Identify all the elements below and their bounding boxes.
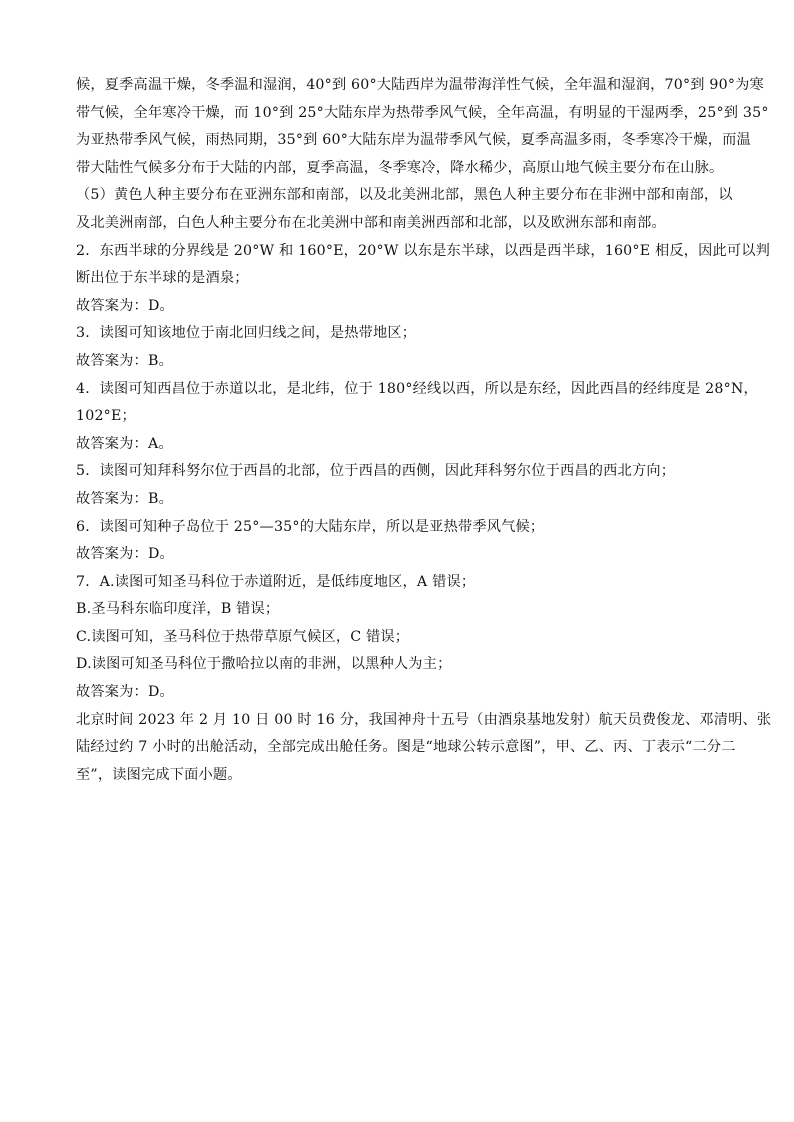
text-line: 北京时间 2023 年 2 月 10 日 00 时 16 分，我国神舟十五号（由酒泉基地发射）航天员费俊龙、邓清明、张 (76, 711, 772, 728)
text-line: 102°E； (76, 408, 136, 425)
text-line: （5）黄色人种主要分布在亚洲东部和南部，以及北美洲北部，黑色人种主要分布在非洲中部和南部，以 (76, 187, 733, 204)
text-line: 6．读图可知种子岛位于 25°—35°的大陆东岸，所以是亚热带季风气候； (76, 518, 545, 535)
answer-line: 故答案为：B。 (76, 490, 173, 507)
text-line: 带气候，全年寒冷干燥，而 10°到 25°大陆东岸为热带季风气候，全年高温，有明显的干湿两季，25°到 35° (76, 104, 769, 121)
text-line: 至”，读图完成下面小题。 (76, 766, 242, 783)
text-line: 陆经过约 7 小时的出舱活动，全部完成出舱任务。图是“地球公转示意图”，甲、乙、丙、丁表示“二分二 (76, 739, 736, 756)
text-line: 带大陆性气候多分布于大陆的内部，夏季高温，冬季寒冷，降水稀少，高原山地气候主要分布在山脉。 (76, 159, 724, 176)
text-line: 3．读图可知该地位于南北回归线之间，是热带地区； (76, 325, 417, 342)
text-line: 候，夏季高温干燥，冬季温和湿润，40°到 60°大陆西岸为温带海洋性气候，全年温和湿润，70°到 90°为寒 (76, 77, 764, 93)
text-line: 及北美洲南部，白色人种主要分布在北美洲中部和南美洲西部和北部，以及欧洲东部和南部。 (76, 214, 666, 231)
text-line: D.读图可知圣马科位于撒哈拉以南的非洲，以黑种人为主； (76, 656, 452, 673)
text-line: B.圣马科东临印度洋，B 错误； (76, 601, 280, 618)
text-line: 5．读图可知拜科努尔位于西昌的北部，位于西昌的西侧，因此拜科努尔位于西昌的西北方向； (76, 463, 676, 480)
answer-line: 故答案为：D。 (76, 297, 174, 314)
answer-line: 故答案为：D。 (76, 684, 174, 701)
text-line: C.读图可知，圣马科位于热带草原气候区，C 错误； (76, 628, 410, 645)
text-line: 2．东西半球的分界线是 20°W 和 160°E，20°W 以东是东半球，以西是西半球，160°E 相反，因此可以判 (76, 242, 771, 259)
answer-line: 故答案为：D。 (76, 546, 174, 563)
document-body (76, 72, 772, 789)
answer-line: 故答案为：A。 (76, 435, 173, 452)
text-line: 断出位于东半球的是酒泉； (76, 270, 249, 287)
text-line: 4．读图可知西昌位于赤道以北，是北纬，位于 180°经线以西，所以是东经，因此西昌的经纬度是 28°N， (76, 380, 758, 397)
text-line: 7．A.读图可知圣马科位于赤道附近，是低纬度地区，A 错误； (76, 573, 476, 590)
text-line: 为亚热带季风气候，雨热同期，35°到 60°大陆东岸为温带季风气候，夏季高温多雨，冬季寒冷干燥，而温 (76, 132, 751, 149)
answer-line: 故答案为：B。 (76, 352, 173, 369)
